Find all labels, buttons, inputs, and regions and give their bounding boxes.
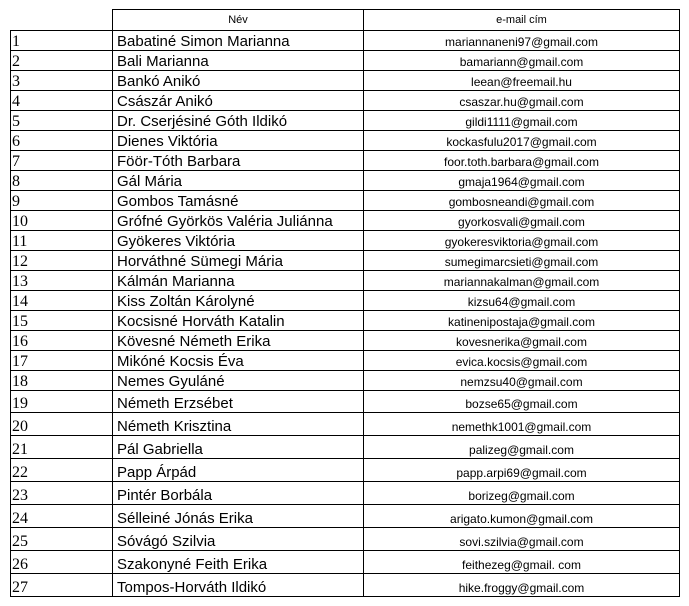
table-row xyxy=(11,51,680,71)
row-email: bozse65@gmail.com xyxy=(364,391,680,413)
row-number: 11 xyxy=(11,231,113,251)
row-name: Horváthné Sümegi Mária xyxy=(113,251,364,271)
row-name: Kiss Zoltán Károlyné xyxy=(113,291,364,311)
row-email: kovesnerika@gmail.com xyxy=(364,331,680,351)
row-name: Dienes Viktória xyxy=(113,131,364,151)
row-name: Tompos-Horváth Ildikó xyxy=(113,574,364,597)
row-number: 21 xyxy=(11,436,113,459)
row-email: nemethk1001@gmail.com xyxy=(364,413,680,436)
row-number: 27 xyxy=(11,574,113,597)
row-email: evica.kocsis@gmail.com xyxy=(364,351,680,371)
row-name: Dr. Cserjésiné Góth Ildikó xyxy=(113,111,364,131)
row-email: mariannaneni97@gmail.com xyxy=(364,31,680,51)
row-name: Kálmán Marianna xyxy=(113,271,364,291)
table-row xyxy=(11,311,680,331)
table-row xyxy=(11,111,680,131)
row-number: 13 xyxy=(11,271,113,291)
row-number: 23 xyxy=(11,482,113,505)
row-number: 1 xyxy=(11,31,113,51)
row-number: 26 xyxy=(11,551,113,574)
row-email: papp.arpi69@gmail.com xyxy=(364,459,680,482)
row-name: Pál Gabriella xyxy=(113,436,364,459)
row-email: palizeg@gmail.com xyxy=(364,436,680,459)
row-email: nemzsu40@gmail.com xyxy=(364,371,680,391)
row-email: borizeg@gmail.com xyxy=(364,482,680,505)
row-number: 5 xyxy=(11,111,113,131)
row-number: 7 xyxy=(11,151,113,171)
table-row xyxy=(11,551,680,574)
table-row xyxy=(11,391,680,413)
row-number: 25 xyxy=(11,528,113,551)
table-row xyxy=(11,482,680,505)
row-number: 10 xyxy=(11,211,113,231)
row-name: Sóvágó Szilvia xyxy=(113,528,364,551)
row-number: 22 xyxy=(11,459,113,482)
row-name: Nemes Gyuláné xyxy=(113,371,364,391)
table-row xyxy=(11,371,680,391)
row-name: Németh Erzsébet xyxy=(113,391,364,413)
row-name: Bankó Anikó xyxy=(113,71,364,91)
table-row xyxy=(11,413,680,436)
row-number: 14 xyxy=(11,291,113,311)
row-name: Szakonyné Feith Erika xyxy=(113,551,364,574)
row-name: Grófné Györkös Valéria Juliánna xyxy=(113,211,364,231)
table-row xyxy=(11,31,680,51)
row-name: Németh Krisztina xyxy=(113,413,364,436)
table-row xyxy=(11,131,680,151)
row-name: Gál Mária xyxy=(113,171,364,191)
table-row xyxy=(11,459,680,482)
row-email: gyokeresviktoria@gmail.com xyxy=(364,231,680,251)
row-email: katinenipostaja@gmail.com xyxy=(364,311,680,331)
row-name: Papp Árpád xyxy=(113,459,364,482)
row-email: arigato.kumon@gmail.com xyxy=(364,505,680,528)
table-row xyxy=(11,271,680,291)
row-email: gildi1111@gmail.com xyxy=(364,111,680,131)
row-number: 24 xyxy=(11,505,113,528)
row-name: Mikóné Kocsis Éva xyxy=(113,351,364,371)
header-email: e-mail cím xyxy=(364,10,680,31)
contact-table xyxy=(10,9,680,597)
row-name: Pintér Borbála xyxy=(113,482,364,505)
row-number: 20 xyxy=(11,413,113,436)
table-row xyxy=(11,436,680,459)
row-email: kockasfulu2017@gmail.com xyxy=(364,131,680,151)
table-row xyxy=(11,528,680,551)
row-number: 6 xyxy=(11,131,113,151)
row-name: Gombos Tamásné xyxy=(113,191,364,211)
table-row xyxy=(11,331,680,351)
row-email: csaszar.hu@gmail.com xyxy=(364,91,680,111)
header-blank-cell xyxy=(11,10,113,31)
row-email: gmaja1964@gmail.com xyxy=(364,171,680,191)
row-name: Kövesné Németh Erika xyxy=(113,331,364,351)
row-email: foor.toth.barbara@gmail.com xyxy=(364,151,680,171)
row-name: Babatiné Simon Marianna xyxy=(113,31,364,51)
row-number: 2 xyxy=(11,51,113,71)
table-row xyxy=(11,231,680,251)
row-email: sovi.szilvia@gmail.com xyxy=(364,528,680,551)
row-name: Kocsisné Horváth Katalin xyxy=(113,311,364,331)
row-name: Császár Anikó xyxy=(113,91,364,111)
row-email: gyorkosvali@gmail.com xyxy=(364,211,680,231)
row-number: 4 xyxy=(11,91,113,111)
table-row xyxy=(11,171,680,191)
row-email: kizsu64@gmail.com xyxy=(364,291,680,311)
row-email: feithezeg@gmail. com xyxy=(364,551,680,574)
row-email: sumegimarcsieti@gmail.com xyxy=(364,251,680,271)
row-email: leean@freemail.hu xyxy=(364,71,680,91)
row-number: 19 xyxy=(11,391,113,413)
row-number: 17 xyxy=(11,351,113,371)
row-number: 12 xyxy=(11,251,113,271)
row-number: 8 xyxy=(11,171,113,191)
table-row xyxy=(11,291,680,311)
row-email: gombosneandi@gmail.com xyxy=(364,191,680,211)
table-row xyxy=(11,151,680,171)
row-email: hike.froggy@gmail.com xyxy=(364,574,680,597)
header-row xyxy=(11,10,680,31)
row-number: 3 xyxy=(11,71,113,91)
row-email: bamariann@gmail.com xyxy=(364,51,680,71)
row-name: Sélleiné Jónás Erika xyxy=(113,505,364,528)
row-name: Gyökeres Viktória xyxy=(113,231,364,251)
table-row xyxy=(11,251,680,271)
row-number: 18 xyxy=(11,371,113,391)
row-name: Föör-Tóth Barbara xyxy=(113,151,364,171)
table-row xyxy=(11,191,680,211)
table-row xyxy=(11,91,680,111)
row-number: 16 xyxy=(11,331,113,351)
table-row xyxy=(11,351,680,371)
table-row xyxy=(11,211,680,231)
row-number: 9 xyxy=(11,191,113,211)
table-row xyxy=(11,574,680,597)
header-name: Név xyxy=(113,10,364,31)
row-name: Bali Marianna xyxy=(113,51,364,71)
row-number: 15 xyxy=(11,311,113,331)
row-email: mariannakalman@gmail.com xyxy=(364,271,680,291)
table-row xyxy=(11,71,680,91)
table-row xyxy=(11,505,680,528)
